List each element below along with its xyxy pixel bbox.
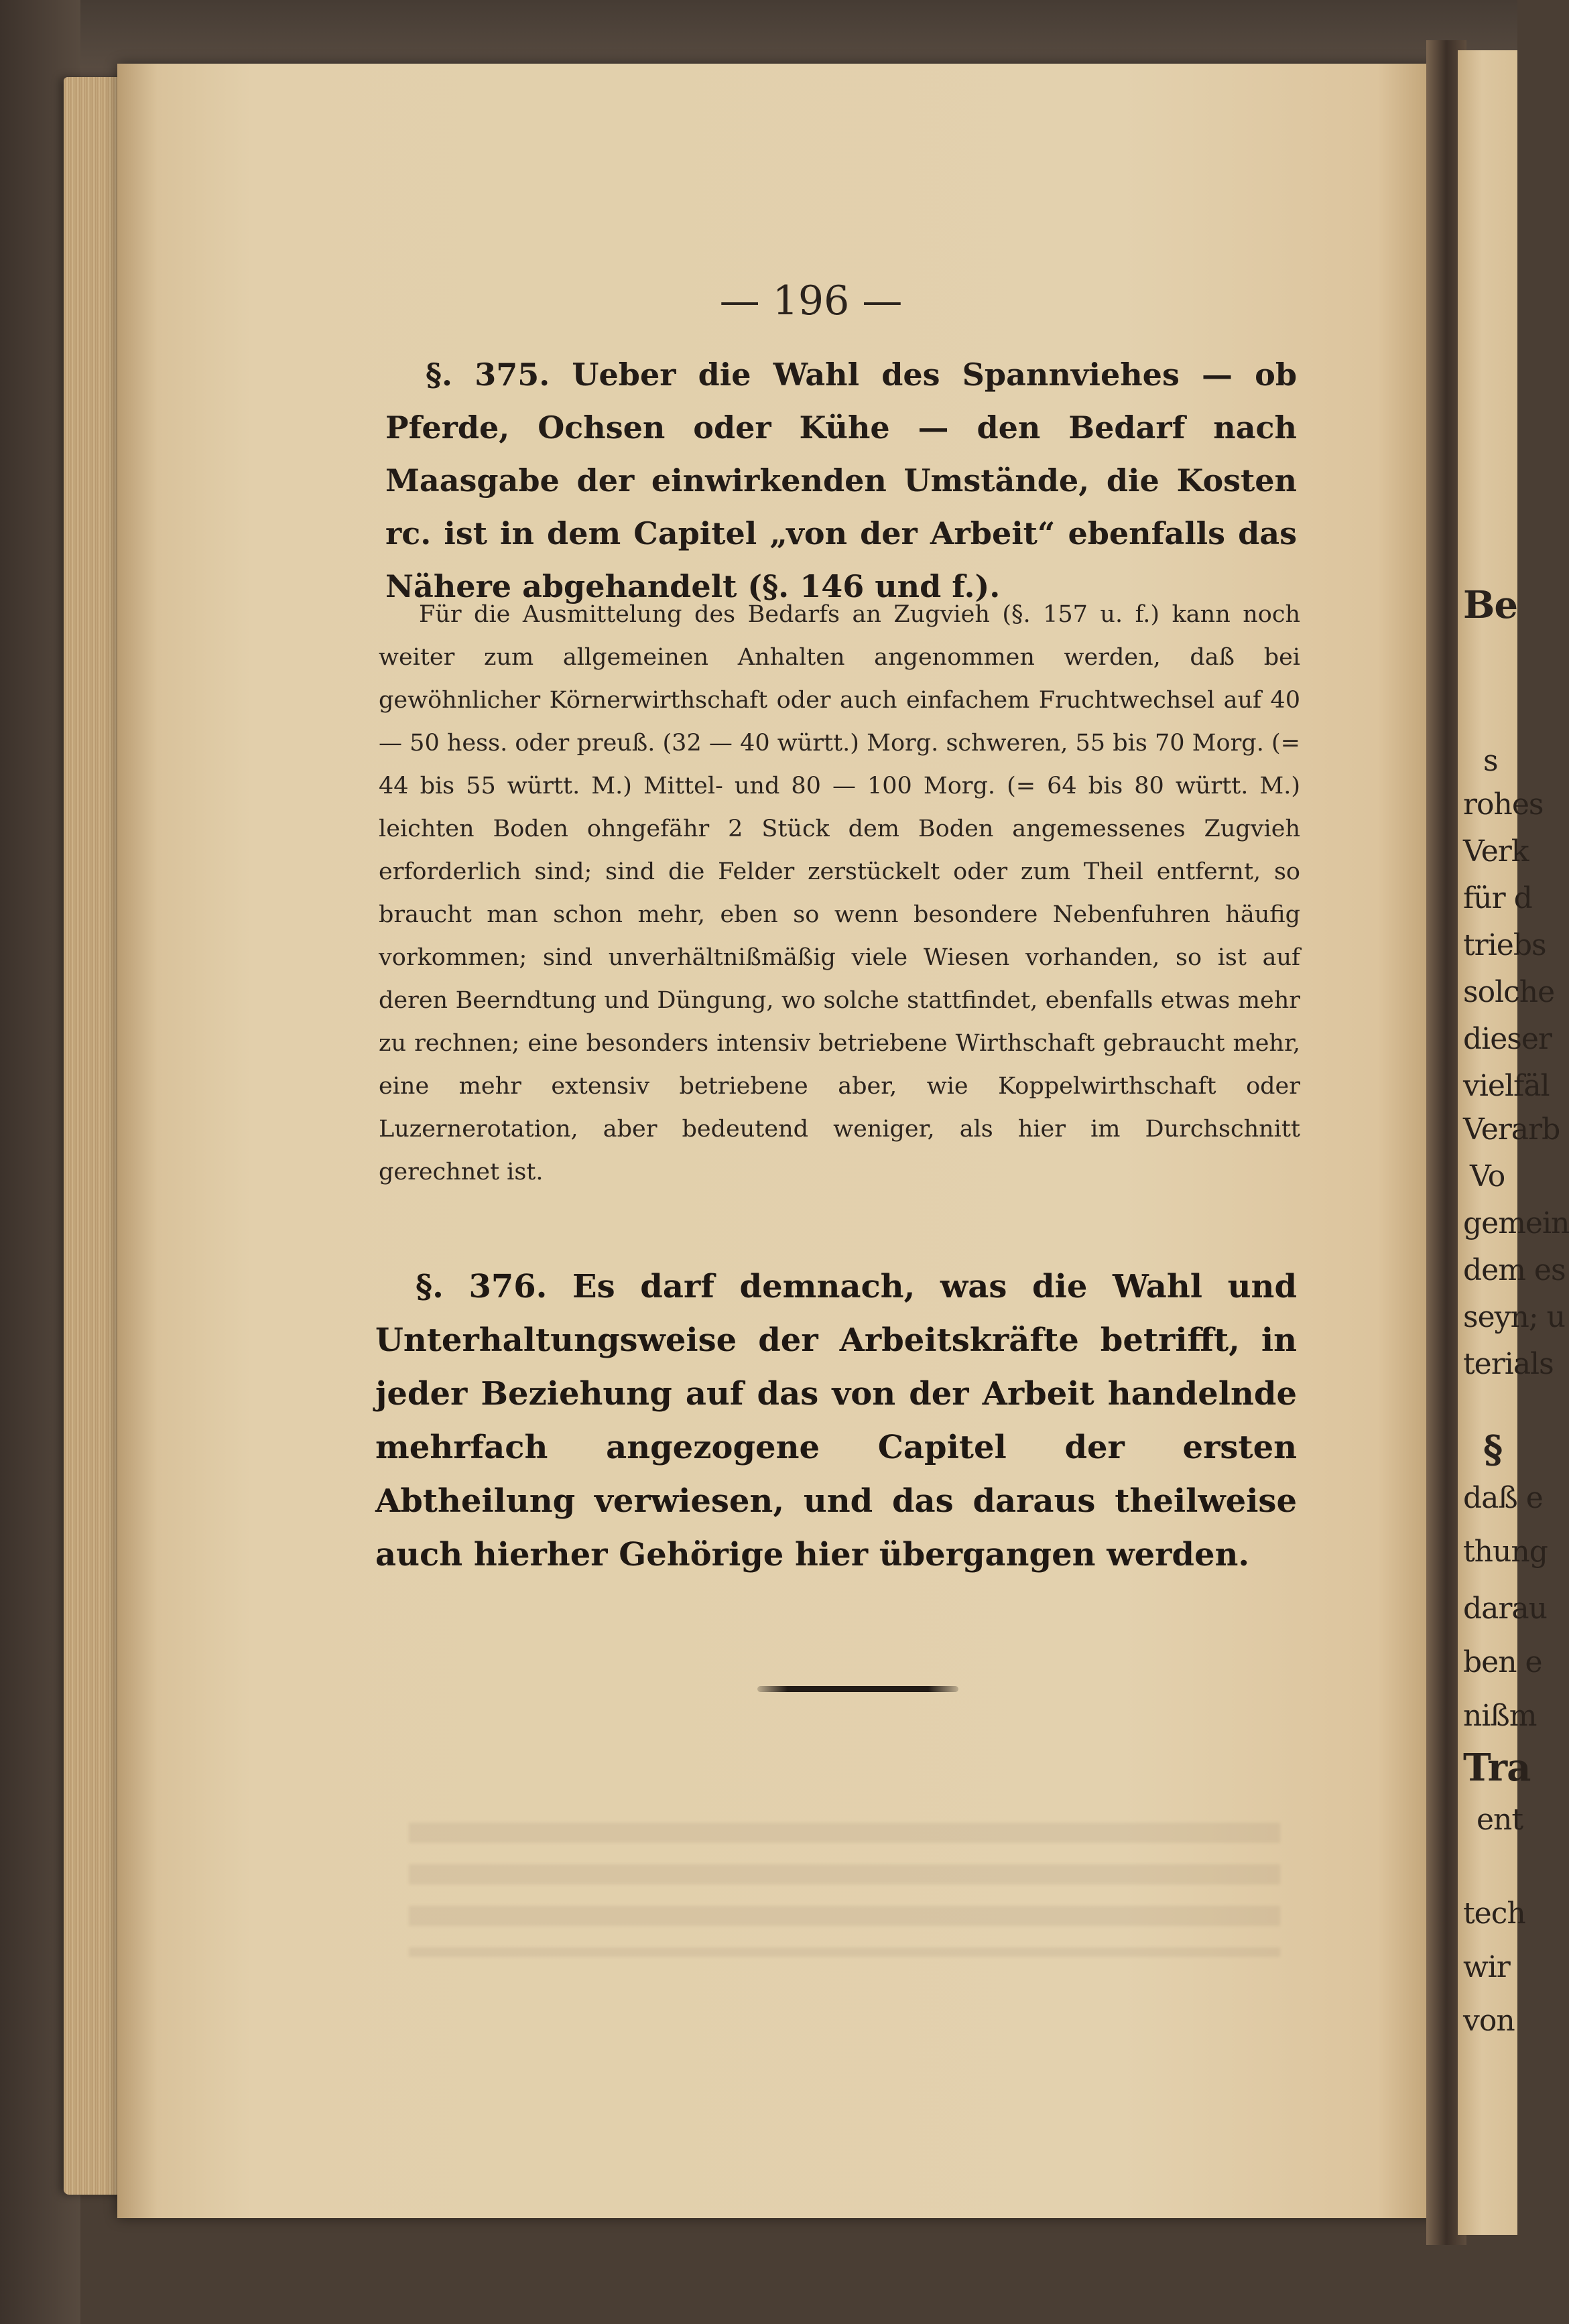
facing-fragment: dem es xyxy=(1463,1253,1566,1287)
facing-fragment: von xyxy=(1463,2004,1515,2038)
facing-fragment: thung xyxy=(1463,1535,1548,1569)
facing-fragment: tech xyxy=(1463,1896,1525,1931)
end-rule xyxy=(757,1686,958,1692)
facing-fragment: darau xyxy=(1463,1592,1548,1626)
facing-fragment: solche xyxy=(1463,975,1555,1009)
facing-fragment: Tra xyxy=(1463,1746,1531,1790)
facing-fragment: s xyxy=(1483,744,1498,778)
facing-fragment: seyn; u xyxy=(1463,1300,1565,1334)
section-375 xyxy=(385,348,1297,613)
facing-fragment: für d xyxy=(1463,881,1532,915)
facing-fragment: terials xyxy=(1463,1347,1554,1381)
facing-fragment: triebs xyxy=(1463,928,1546,962)
facing-fragment: daß e xyxy=(1463,1481,1543,1515)
facing-fragment: § xyxy=(1483,1427,1503,1472)
page-number: — 196 — xyxy=(719,277,903,324)
facing-fragment: Be xyxy=(1463,583,1517,627)
facing-fragment: vielfäl xyxy=(1463,1069,1550,1103)
facing-fragment: wir xyxy=(1463,1950,1510,1984)
facing-fragment: gemein xyxy=(1463,1206,1569,1240)
facing-fragment: dieser xyxy=(1463,1022,1552,1056)
facing-fragment: nißm xyxy=(1463,1699,1537,1733)
body-paragraph xyxy=(379,593,1300,1193)
section-376 xyxy=(375,1260,1297,1581)
facing-fragment: Verarb xyxy=(1463,1112,1560,1147)
facing-fragment: ent xyxy=(1477,1803,1523,1837)
facing-page-text xyxy=(1463,0,1569,2324)
show-through-text xyxy=(409,1823,1280,1957)
section-375-text: §. 375. Ueber die Wahl des Spannviehes — ob Pferde, Ochsen oder Kühe — den Bedarf nach Maasgabe der einwirkenden Umstände, die Kosten rc. ist in dem Capitel „von der Arbeit“ ebenfalls das Nähere abgehandelt (§. 146 und f.). xyxy=(385,357,1297,604)
body-paragraph-text: Für die Ausmittelung des Bedarfs an Zugvieh (§. 157 u. f.) kann noch weiter zum allgemeinen Anhalten angenommen werden, daß bei gewöhnlicher Körnerwirthschaft oder auch einfachem Fruchtwechsel auf 40 — 50 hess. oder preuß. (32 — 40 württ.) Morg. schweren, 55 bis 70 Morg. (= 44 bis 55 württ. M.) Mittel- und 80 — 100 Morg. (= 64 bis 80 württ. M.) leichten Boden ohngefähr 2 Stück dem Boden angemessenes Zugvieh erforderlich sind; sind die Felder zerstückelt oder zum Theil entfernt, so braucht man schon mehr, eben so wenn besondere Nebenfuhren häufig vorkommen; sind unverhältnißmäßig viele Wiesen vorhanden, so ist auf deren Beerndtung und Düngung, wo solche stattfindet, ebenfalls etwas mehr zu rechnen; eine besonders intensiv betriebene Wirthschaft gebraucht mehr, eine mehr extensiv betriebene aber, wie Koppelwirthschaft oder Luzernerotation, aber bedeutend weniger, als hier im Durchschnitt gerechnet ist. xyxy=(379,601,1300,1185)
section-376-text: §. 376. Es darf demnach, was die Wahl und Unterhaltungsweise der Arbeitskräfte betrifft, in jeder Beziehung auf das von der Arbeit handelnde mehrfach angezogene Capitel der ersten Abtheilung verwiesen, und das daraus theilweise auch hierher Gehörige hier übergangen werden. xyxy=(375,1268,1297,1573)
facing-fragment: Verk xyxy=(1463,834,1529,868)
facing-fragment: Vo xyxy=(1470,1159,1505,1193)
facing-fragment: ben e xyxy=(1463,1645,1542,1679)
facing-fragment: rohes xyxy=(1463,787,1544,822)
